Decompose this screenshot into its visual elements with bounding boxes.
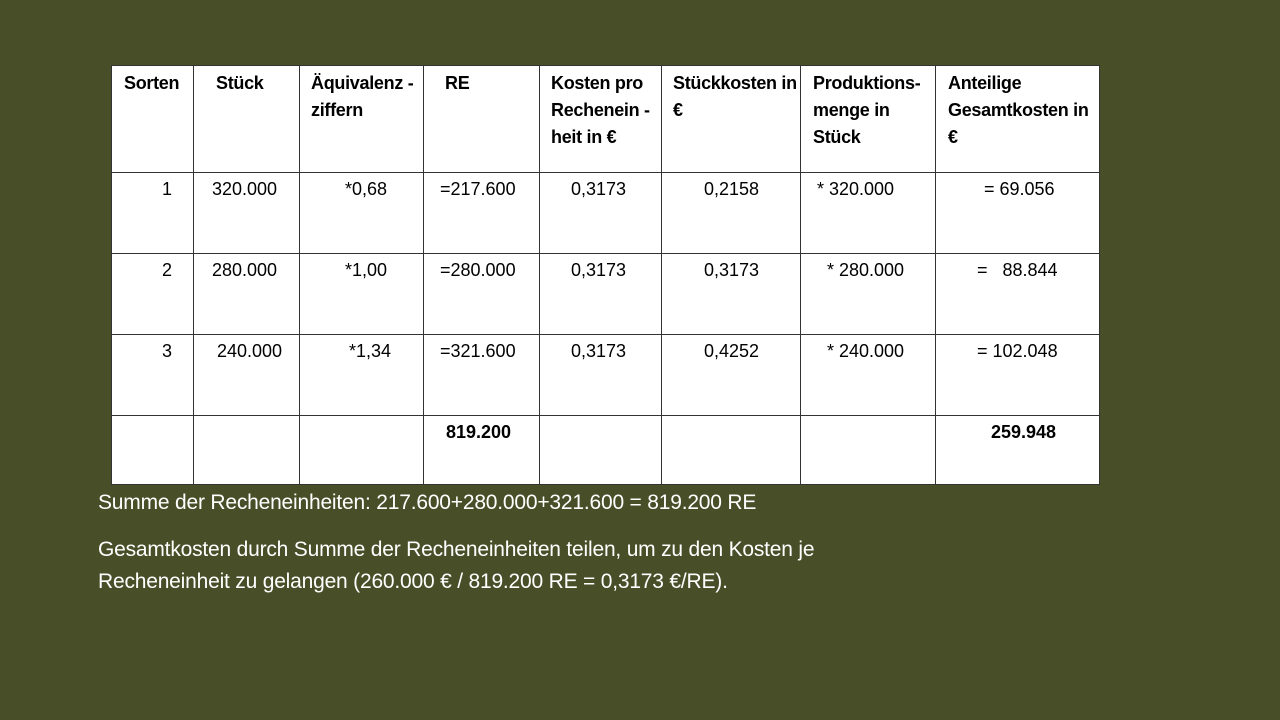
gesamtkosten-line-2: Recheneinheit zu gelangen (260.000 € / 819.200 RE = 0,3173 €/RE). [98,570,728,593]
total-cell-empty [112,416,194,485]
cell-anteilige-gesamtkosten: = 88.844 [936,254,1100,335]
total-cell-empty [194,416,300,485]
header-aequivalenzziffern: Äquivalenz -ziffern [300,66,424,173]
cell-re: =280.000 [424,254,540,335]
header-produktionsmenge: Produktions- menge in Stück [801,66,936,173]
gesamtkosten-explanation [98,534,1098,598]
table-row [112,254,1100,335]
cell-aequivalenzziffer: *1,34 [300,335,424,416]
total-cell-empty [300,416,424,485]
header-anteilige-gesamtkosten: Anteilige Gesamtkosten in € [936,66,1100,173]
cell-kosten-pro-re: 0,3173 [540,173,662,254]
cell-aequivalenzziffer: *0,68 [300,173,424,254]
cell-stueckkosten: 0,2158 [662,173,801,254]
total-re: 819.200 [424,416,540,485]
header-kosten-pro-re: Kosten pro Rechenein -heit in € [540,66,662,173]
equivalence-cost-table [111,65,1100,485]
cell-sorte: 1 [112,173,194,254]
cell-kosten-pro-re: 0,3173 [540,335,662,416]
cell-stueck: 240.000 [194,335,300,416]
cell-stueck: 320.000 [194,173,300,254]
summe-recheneinheiten-text: Summe der Recheneinheiten: 217.600+280.000+321.600 = 819.200 RE [98,491,757,514]
cell-produktionsmenge: * 280.000 [801,254,936,335]
table-header-row [112,66,1100,173]
total-cell-empty [540,416,662,485]
table-row [112,335,1100,416]
cell-produktionsmenge: * 320.000 [801,173,936,254]
cell-stueckkosten: 0,3173 [662,254,801,335]
gesamtkosten-line-1: Gesamtkosten durch Summe der Recheneinheiten teilen, um zu den Kosten je [98,538,815,561]
header-sorten: Sorten [112,66,194,173]
total-cell-empty [662,416,801,485]
cell-sorte: 3 [112,335,194,416]
cell-re: =217.600 [424,173,540,254]
cell-stueck: 280.000 [194,254,300,335]
total-cell-empty [801,416,936,485]
cell-kosten-pro-re: 0,3173 [540,254,662,335]
cell-aequivalenzziffer: *1,00 [300,254,424,335]
header-stueckkosten: Stückkosten in € [662,66,801,173]
cell-anteilige-gesamtkosten: = 69.056 [936,173,1100,254]
cell-re: =321.600 [424,335,540,416]
cell-anteilige-gesamtkosten: = 102.048 [936,335,1100,416]
cell-stueckkosten: 0,4252 [662,335,801,416]
table-total-row [112,416,1100,485]
cell-produktionsmenge: * 240.000 [801,335,936,416]
table-row [112,173,1100,254]
header-re: RE [424,66,540,173]
total-anteilige-gesamtkosten: 259.948 [936,416,1100,485]
header-stueck: Stück [194,66,300,173]
cell-sorte: 2 [112,254,194,335]
